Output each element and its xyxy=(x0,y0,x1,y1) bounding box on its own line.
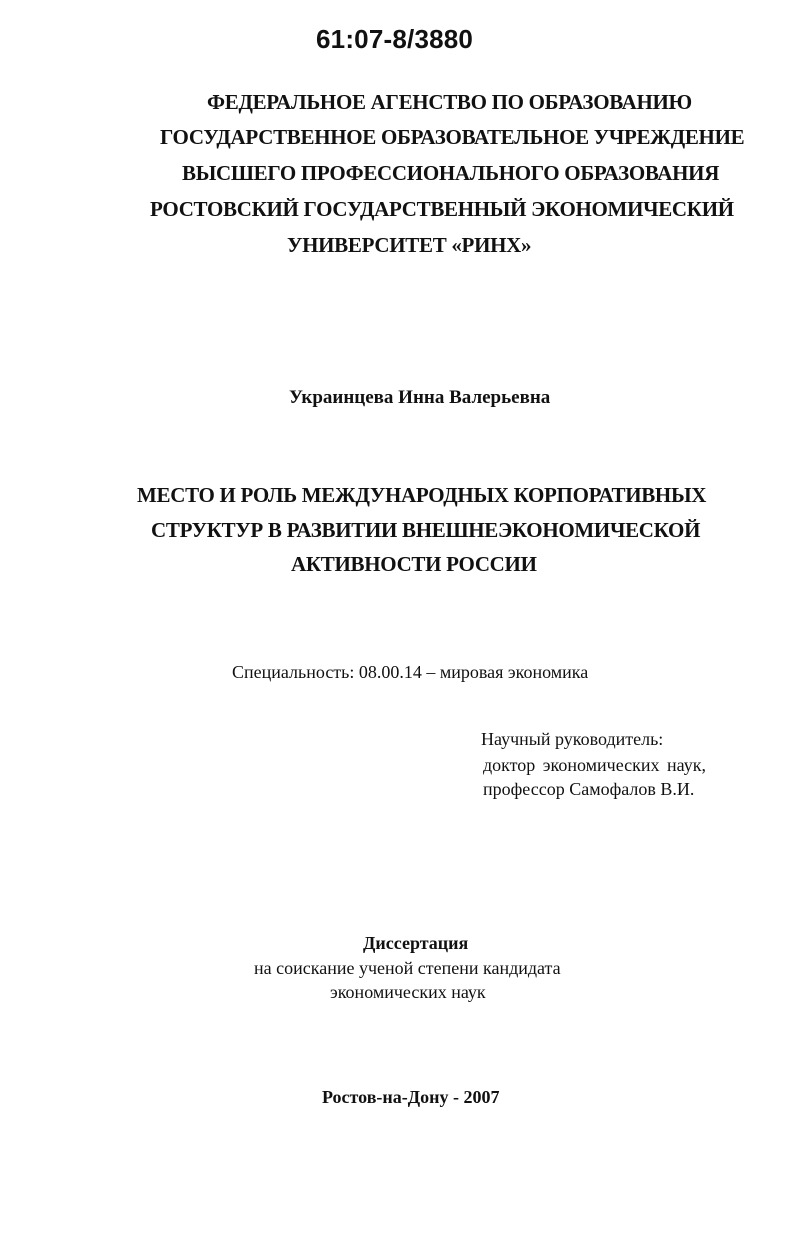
supervisor-degree: доктор экономических наук, xyxy=(483,755,706,775)
supervisor-name: профессор Самофалов В.И. xyxy=(483,779,695,799)
org-line-5: УНИВЕРСИТЕТ «РИНХ» xyxy=(287,233,532,257)
place-year: Ростов-на-Дону - 2007 xyxy=(322,1087,500,1107)
supervisor-label: Научный руководитель: xyxy=(481,729,664,749)
catalog-number: 61:07-8/3880 xyxy=(316,24,474,54)
org-line-1: ФЕДЕРАЛЬНОЕ АГЕНСТВО ПО ОБРАЗОВАНИЮ xyxy=(207,90,692,114)
dissertation-line-2: экономических наук xyxy=(330,982,486,1002)
dissertation-line-1: на соискание ученой степени кандидата xyxy=(254,958,561,978)
dissertation-heading: Диссертация xyxy=(363,933,469,953)
thesis-title-line-1: МЕСТО И РОЛЬ МЕЖДУНАРОДНЫХ КОРПОРАТИВНЫХ xyxy=(137,483,707,507)
thesis-title-line-3: АКТИВНОСТИ РОССИИ xyxy=(291,552,537,576)
author-name: Украинцева Инна Валерьевна xyxy=(289,387,551,408)
thesis-title-line-2: СТРУКТУР В РАЗВИТИИ ВНЕШНЕЭКОНОМИЧЕСКОЙ xyxy=(151,518,701,542)
org-line-4: РОСТОВСКИЙ ГОСУДАРСТВЕННЫЙ ЭКОНОМИЧЕСКИЙ xyxy=(150,197,734,221)
specialty: Специальность: 08.00.14 – мировая экономика xyxy=(232,662,589,682)
org-line-2: ГОСУДАРСТВЕННОЕ ОБРАЗОВАТЕЛЬНОЕ УЧРЕЖДЕНИЕ xyxy=(160,125,745,149)
org-line-3: ВЫСШЕГО ПРОФЕССИОНАЛЬНОГО ОБРАЗОВАНИЯ xyxy=(182,161,720,185)
